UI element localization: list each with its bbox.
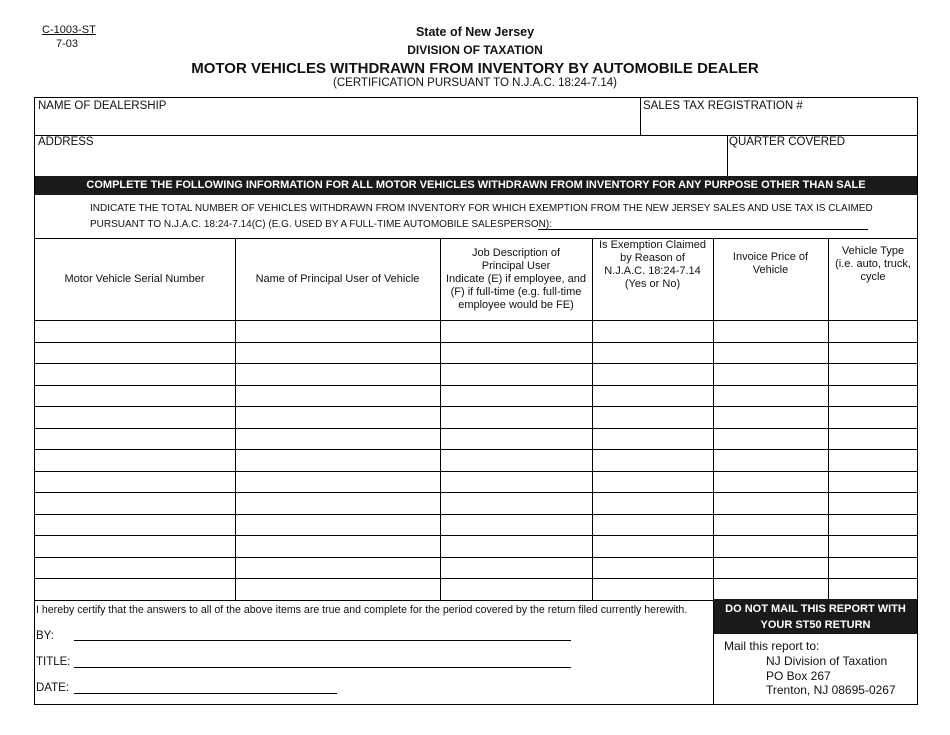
instruction-bar: COMPLETE THE FOLLOWING INFORMATION FOR ALL MOTOR VEHICLES WITHDRAWN FROM INVENTORY FOR ANY PURPOSE OTHER THAN SALE [35,176,917,195]
table-row[interactable] [34,471,918,472]
divider [640,97,641,135]
form-revision: 7-03 [56,38,79,50]
column-header-exemption: Is Exemption Claimed by Reason of N.J.A.C. 18:24-7.14 (Yes or No) [599,239,706,290]
mail-address-line-2: PO Box 267 [766,669,831,683]
table-row[interactable] [34,578,918,579]
table-row[interactable] [34,492,918,493]
do-not-mail-notice [714,599,917,634]
divider [727,135,728,176]
column-header-vehicle-type: Vehicle Type (i.e. auto, truck, cycle [835,245,911,283]
date-input-line[interactable] [74,693,337,694]
dealership-name-field[interactable]: NAME OF DEALERSHIP [38,100,167,112]
mail-to-label: Mail this report to: [724,639,820,653]
certification-statement: I hereby certify that the answers to all of the above items are true and complete for the period covered by the return filed currently herewith. [36,604,688,616]
form-subtitle: (CERTIFICATION PURSUANT TO N.J.A.C. 18:24-7.14) [333,77,617,89]
table-row[interactable] [34,514,918,515]
mail-address-line-3: Trenton, NJ 08695-0267 [766,683,896,697]
state-name: State of New Jersey [415,25,535,39]
table-row[interactable] [34,406,918,407]
column-header-serial: Motor Vehicle Serial Number [64,273,205,285]
table-row[interactable] [34,557,918,558]
form-id: C-1003-ST [42,24,96,36]
table-header-border [34,320,918,321]
form-title: MOTOR VEHICLES WITHDRAWN FROM INVENTORY BY AUTOMOBILE DEALER [191,60,759,77]
table-row[interactable] [34,449,918,450]
by-label: BY: [36,630,54,642]
table-row[interactable] [34,363,918,364]
total-vehicles-input-line[interactable] [538,229,868,230]
notice-line-1: DO NOT MAIL THIS REPORT WITH [725,603,906,615]
table-row[interactable] [34,535,918,536]
quarter-covered-field[interactable]: QUARTER COVERED [729,136,846,148]
table-row[interactable] [34,385,918,386]
division-name: DIVISION OF TAXATION [407,43,543,57]
table-row[interactable] [34,342,918,343]
instruction-line-2: PURSUANT TO N.J.A.C. 18:24-7.14(C) (E.G. USED BY A FULL-TIME AUTOMOBILE SALESPERSON): [90,219,552,230]
table-row[interactable] [34,428,918,429]
address-field[interactable]: ADDRESS [38,136,94,148]
notice-line-2: YOUR ST50 RETURN [760,619,871,631]
mail-address-line-1: NJ Division of Taxation [766,654,888,668]
title-input-line[interactable] [74,667,571,668]
column-header-principal-user: Name of Principal User of Vehicle [255,273,420,285]
column-header-job-description: Job Description of Principal User Indicate (E) if employee, and (F) if full-time (e.g. full-time employee would be FE) [445,247,587,311]
instruction-line-1: INDICATE THE TOTAL NUMBER OF VEHICLES WITHDRAWN FROM INVENTORY FOR WHICH EXEMPTION FROM THE NEW JERSEY SALES AND USE TAX IS CLAIMED [90,203,873,214]
sales-tax-registration-field[interactable]: SALES TAX REGISTRATION # [643,100,803,112]
by-signature-line[interactable] [74,640,571,641]
title-label: TITLE: [36,656,71,668]
column-header-invoice-price: Invoice Price of Vehicle [732,251,809,276]
date-label: DATE: [36,682,70,694]
